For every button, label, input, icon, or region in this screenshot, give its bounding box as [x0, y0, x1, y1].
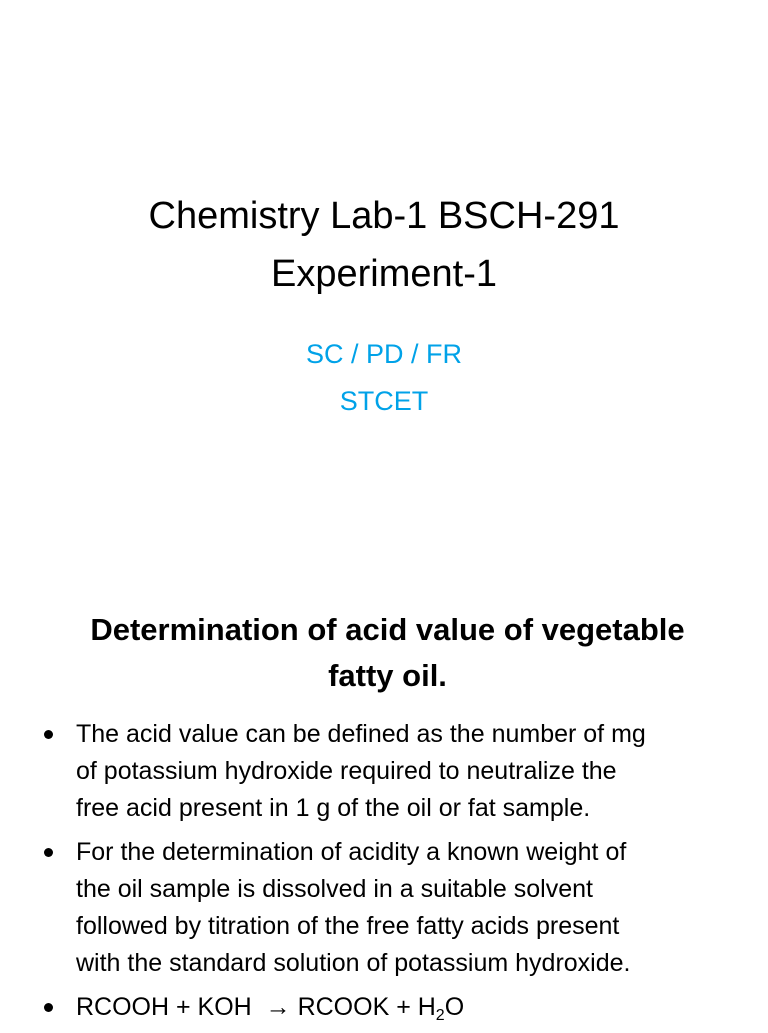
bullet-text-line: with the standard solution of potassium hydroxide.	[76, 949, 631, 977]
bullet-icon	[44, 848, 53, 857]
bullet-icon	[44, 730, 53, 739]
arrow-right-icon: →	[265, 993, 291, 1021]
bullet-text-line: followed by titration of the free fatty acids present	[76, 912, 620, 940]
slide-subtitle-line-2: STCET	[339, 386, 429, 416]
bullet-icon	[44, 1003, 53, 1012]
content-heading-line-2: fatty oil.	[328, 658, 447, 693]
bullet-text-line: of potassium hydroxide required to neutralize the	[76, 757, 617, 785]
bullet-item-equation	[44, 989, 744, 1026]
bullet-item-procedure	[44, 834, 744, 982]
equation-subscript: 2	[435, 1007, 445, 1024]
slide-title-line-2: Experiment-1	[271, 253, 497, 295]
reaction-equation	[76, 989, 744, 1026]
content-heading-line-1: Determination of acid value of vegetable	[90, 612, 685, 647]
title-slide	[0, 0, 768, 512]
bullet-item-definition	[44, 716, 744, 827]
bullet-text-line: For the determination of acidity a known weight of	[76, 838, 627, 866]
equation-suffix: O	[444, 993, 465, 1021]
equation-reactants: RCOOH + KOH	[76, 993, 266, 1021]
bullet-text-line: the oil sample is dissolved in a suitable solvent	[76, 875, 593, 903]
slide-title-line-1: Chemistry Lab-1 BSCH-291	[148, 195, 620, 237]
bullet-text-line: free acid present in 1 g of the oil or fat sample.	[76, 794, 591, 822]
bullet-text-line: The acid value can be defined as the number of mg	[76, 720, 646, 748]
equation-products: RCOOK + H	[290, 993, 436, 1021]
slide-subtitle-line-1: SC / PD / FR	[305, 339, 462, 369]
bullet-list	[44, 716, 744, 1033]
